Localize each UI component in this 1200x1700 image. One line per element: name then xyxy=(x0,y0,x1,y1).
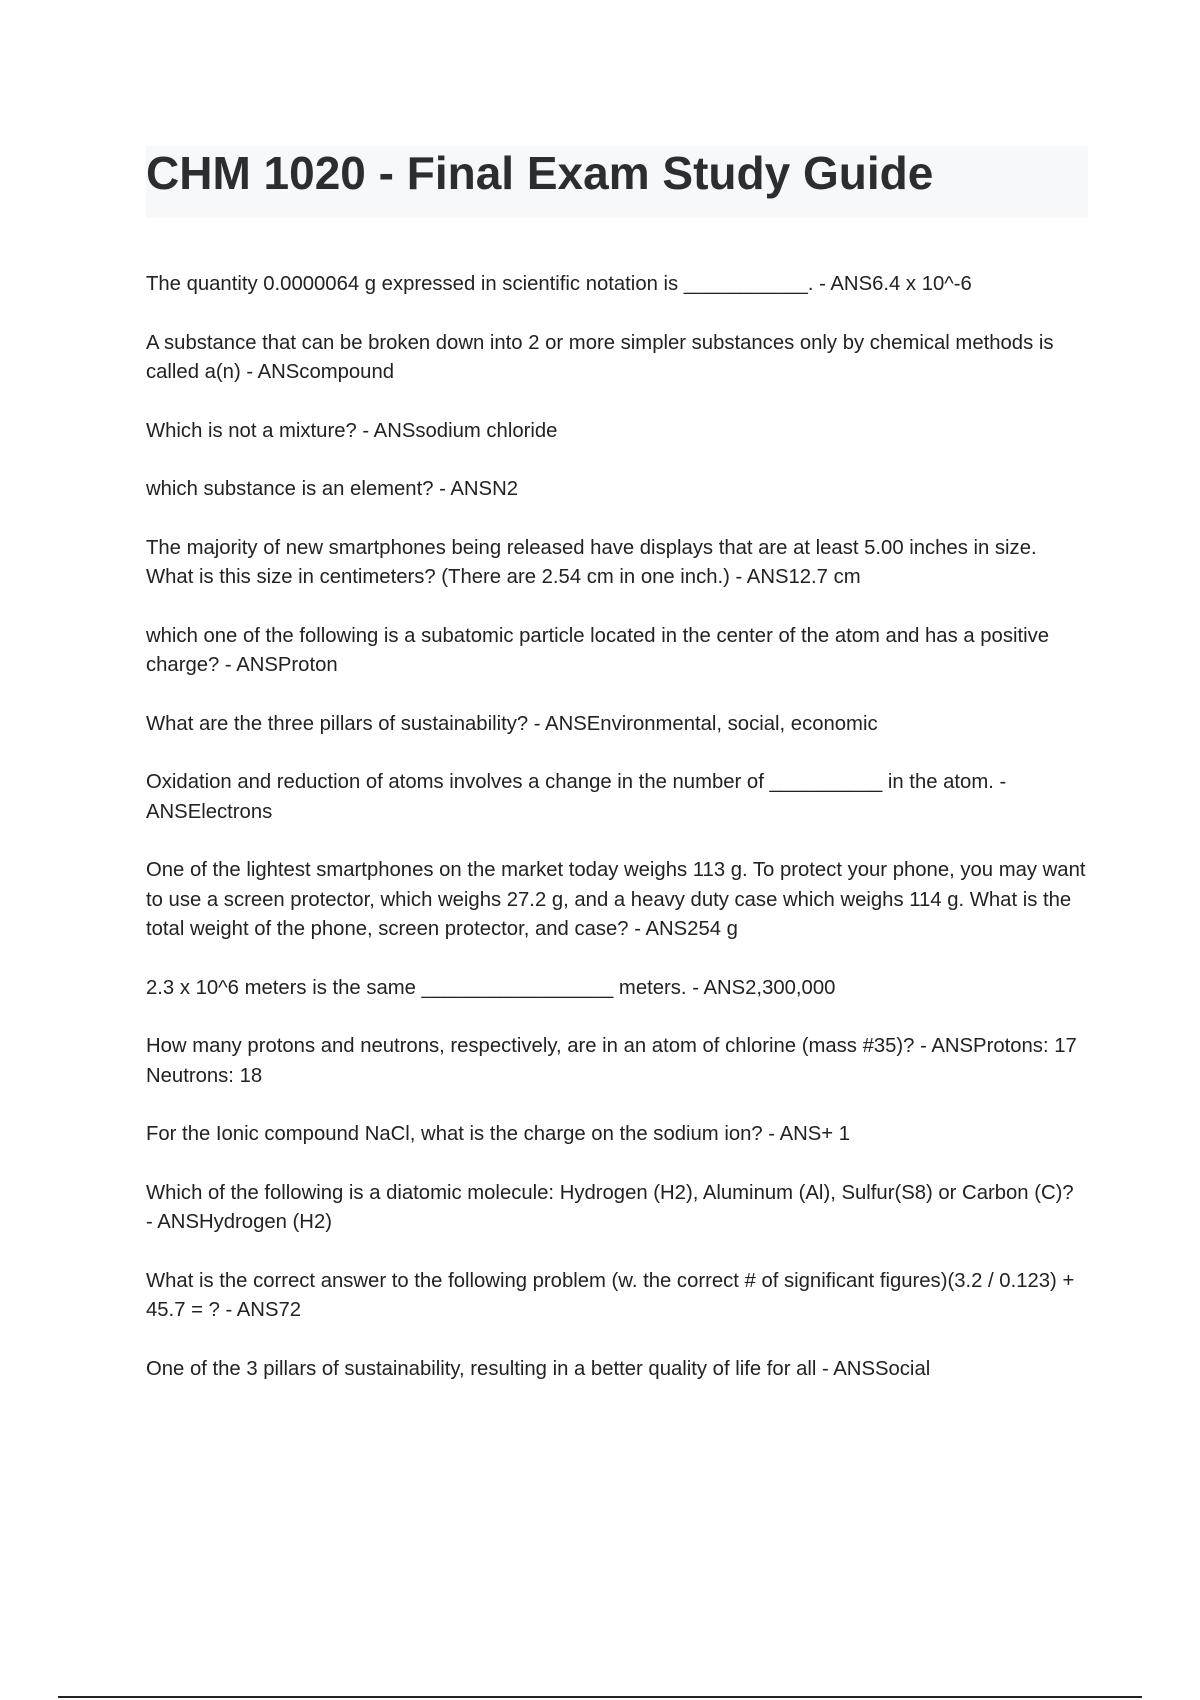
question-answer-item: How many protons and neutrons, respectively, are in an atom of chlorine (mass #35)? - ANSProtons: 17 Neutrons: 18 xyxy=(146,1035,1077,1087)
question-answer-item: One of the 3 pillars of sustainability, resulting in a better quality of life for all - ANSSocial xyxy=(146,1357,931,1380)
question-answer-item: Which is not a mixture? - ANSsodium chloride xyxy=(146,419,558,442)
question-answer-item: Oxidation and reduction of atoms involves a change in the number of __________ in the atom. - ANSElectrons xyxy=(146,771,1007,823)
question-answer-item: For the Ionic compound NaCl, what is the charge on the sodium ion? - ANS+ 1 xyxy=(146,1123,851,1145)
question-answer-item: which substance is an element? - ANSN2 xyxy=(146,478,519,500)
question-answer-item: One of the lightest smartphones on the market today weighs 113 g. To protect your phone, you may want to use a screen protector, which weighs 27.2 g, and a heavy duty case which weighs 114 g. What is the total weight of the phone, screen protector, and case? - ANS254 g xyxy=(146,859,1086,940)
bottom-divider xyxy=(58,1696,1142,1698)
question-answer-item: The majority of new smartphones being released have displays that are at least 5.00 inches in size. What is this size in centimeters? (There are 2.54 cm in one inch.) - ANS12.7 cm xyxy=(146,536,1037,588)
question-answer-item: What are the three pillars of sustainability? - ANSEnvironmental, social, economic xyxy=(146,712,878,735)
question-answer-item: The quantity 0.0000064 g expressed in scientific notation is ___________. - ANS6.4 x 10^-6 xyxy=(146,273,972,295)
question-answer-item: A substance that can be broken down into 2 or more simpler substances only by chemical methods is called a(n) - ANScompound xyxy=(146,331,1054,383)
question-list xyxy=(146,270,1086,1413)
question-answer-item: 2.3 x 10^6 meters is the same _________________ meters. - ANS2,300,000 xyxy=(146,976,836,999)
question-answer-item: which one of the following is a subatomic particle located in the center of the atom and has a positive charge? - ANSProton xyxy=(146,624,1050,676)
question-answer-item: What is the correct answer to the following problem (w. the correct # of significant figures)(3.2 / 0.123) + 45.7 = ? - ANS72 xyxy=(146,1269,1075,1321)
page-title: CHM 1020 - Final Exam Study Guide xyxy=(146,147,934,199)
question-answer-item: Which of the following is a diatomic molecule: Hydrogen (H2), Aluminum (Al), Sulfur(S8) or Carbon (C)? - ANSHydrogen (H2) xyxy=(146,1181,1074,1233)
